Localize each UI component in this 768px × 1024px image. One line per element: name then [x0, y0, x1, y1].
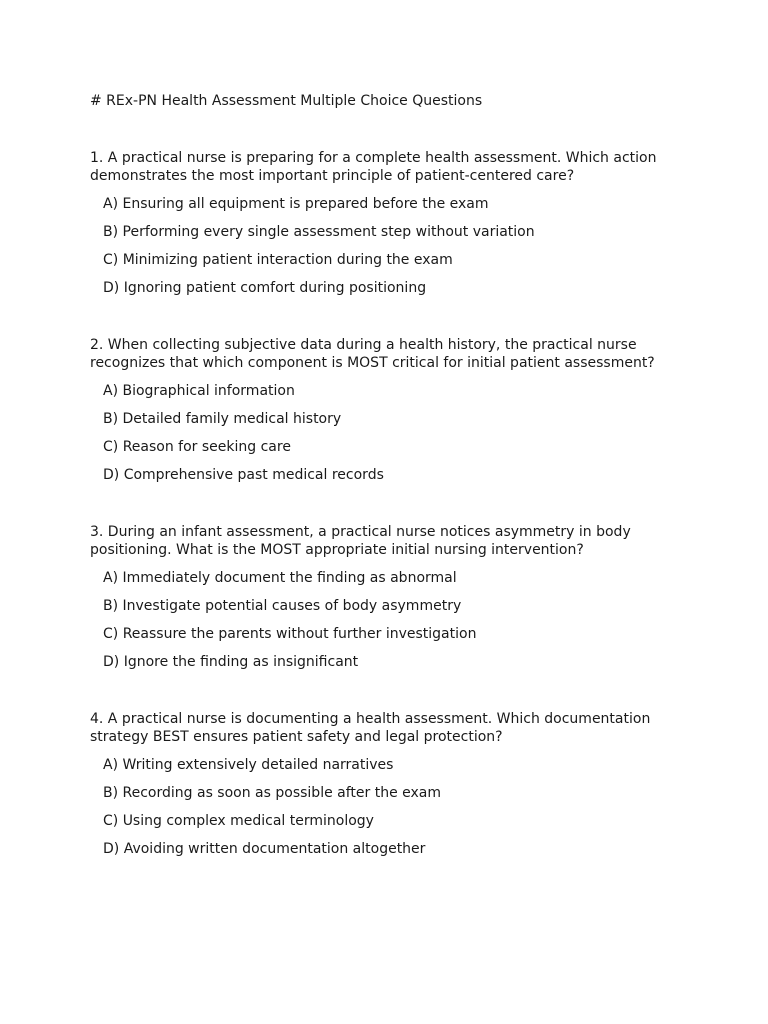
question-4 [90, 710, 680, 868]
answer-option: A) Immediately document the finding as abnormal [103, 570, 457, 586]
answer-option: C) Using complex medical terminology [103, 813, 374, 829]
question-stem: 3. During an infant assessment, a practical nurse notices asymmetry in body positioning. What is the MOST appropriate initial nursing intervention? [90, 524, 631, 558]
answer-options [90, 569, 680, 681]
answer-option: C) Reassure the parents without further investigation [103, 626, 477, 642]
question-stem: 4. A practical nurse is documenting a health assessment. Which documentation strategy BEST ensures patient safety and legal protection? [90, 711, 651, 745]
answer-options [90, 756, 680, 868]
answer-option: D) Ignoring patient comfort during positioning [103, 280, 427, 296]
answer-option: B) Investigate potential causes of body asymmetry [103, 598, 462, 614]
answer-option: C) Minimizing patient interaction during the exam [103, 252, 453, 268]
question-stem: 2. When collecting subjective data during a health history, the practical nurse recognizes that which component is MOST critical for initial patient assessment? [90, 337, 655, 371]
answer-option: A) Writing extensively detailed narratives [103, 757, 394, 773]
answer-options [90, 195, 680, 307]
answer-option: B) Recording as soon as possible after the exam [103, 785, 442, 801]
answer-option: A) Biographical information [103, 383, 295, 399]
answer-option: D) Ignore the finding as insignificant [103, 654, 359, 670]
answer-option: A) Ensuring all equipment is prepared before the exam [103, 196, 489, 212]
document-title: # REx-PN Health Assessment Multiple Choice Questions [90, 93, 483, 109]
question-2 [90, 336, 680, 494]
answer-option: B) Performing every single assessment step without variation [103, 224, 535, 240]
answer-option: B) Detailed family medical history [103, 411, 342, 427]
answer-option: D) Avoiding written documentation altogether [103, 841, 426, 857]
question-1 [90, 149, 680, 307]
question-3 [90, 523, 680, 681]
answer-options [90, 382, 680, 494]
answer-option: D) Comprehensive past medical records [103, 467, 384, 483]
answer-option: C) Reason for seeking care [103, 439, 291, 455]
question-stem: 1. A practical nurse is preparing for a complete health assessment. Which action demonstrates the most important principle of patient-centered care? [90, 150, 657, 184]
